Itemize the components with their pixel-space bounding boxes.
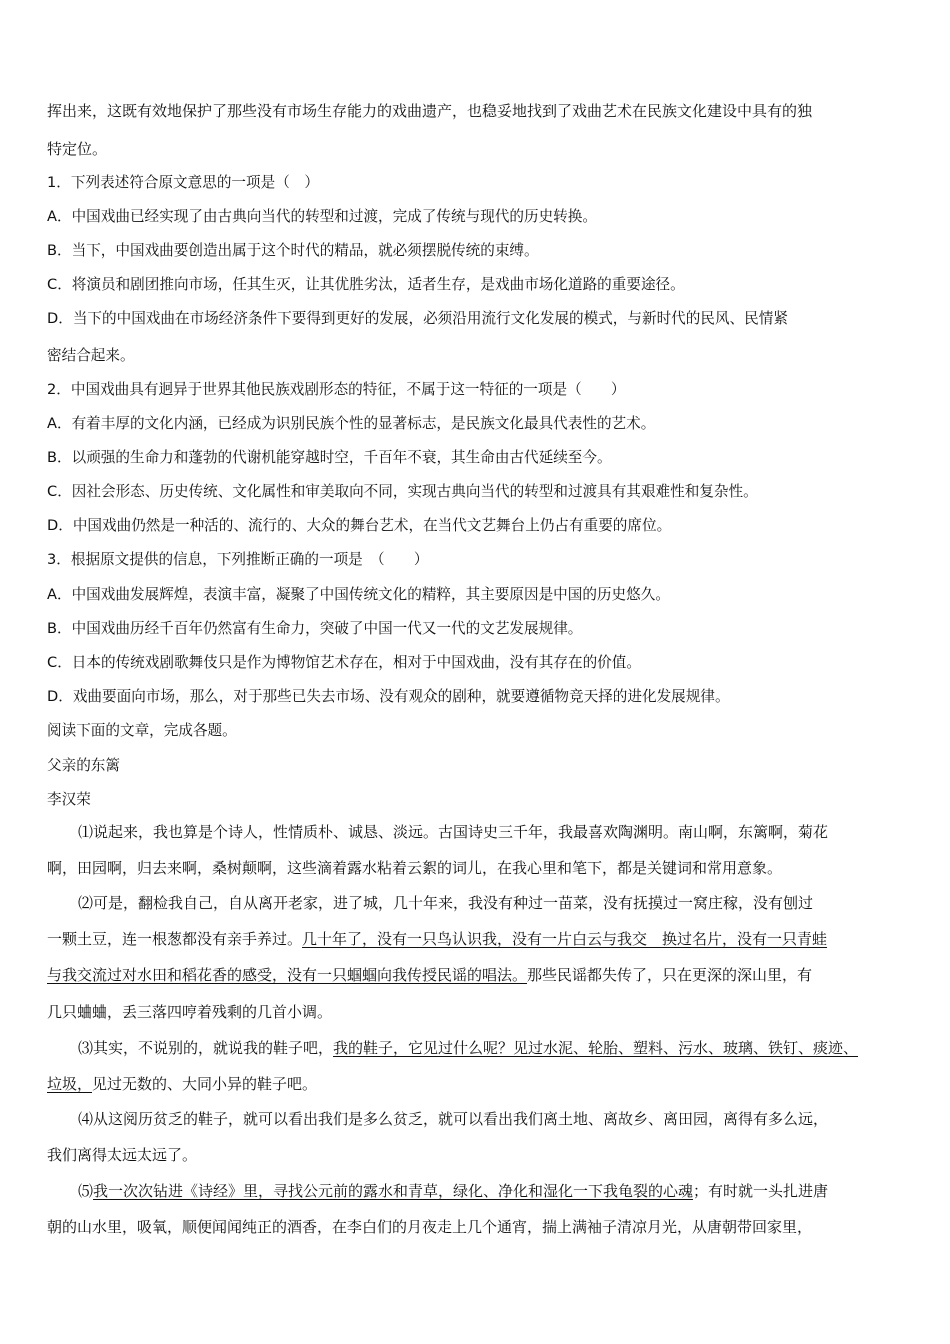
paragraph-2-text: 一颗土豆，连一根葱都没有亲手养过。: [47, 930, 303, 948]
paragraph-3-text: 见过无数的、大同小异的鞋子吧。: [92, 1075, 318, 1093]
paragraph-4-line-1: ⑷从这阅历贫乏的鞋子，就可以看出我们是多么贫乏，就可以看出我们离土地、离故乡、离田园，离得有多么远，: [78, 1110, 829, 1128]
question-1-option-a: A．中国戏曲已经实现了由古典向当代的转型和过渡，完成了传统与现代的历史转换。: [47, 208, 597, 225]
underlined-passage: 我一次次钻进《诗经》里，寻找公元前的露水和青草，绿化、净化和湿化一下我龟裂的心魂: [93, 1182, 694, 1200]
paragraph-2-line-3: [47, 965, 907, 985]
question-3-option-b: B．中国戏曲历经千百年仍然富有生命力，突破了中国一代又一代的文艺发展规律。: [47, 620, 583, 637]
question-1-stem: 1．下列表述符合原文意思的一项是（ ）: [47, 174, 319, 191]
question-2-option-c: C．因社会形态、历史传统、文化属性和审美取向不同，实现古典向当代的转型和过渡具有其艰难性和复杂性。: [47, 483, 758, 500]
essay-author: 李汉荣: [47, 791, 91, 808]
question-1-option-b: B．当下，中国戏曲要创造出属于这个时代的精品，就必须摆脱传统的束缚。: [47, 242, 539, 259]
underlined-passage: 垃圾，: [47, 1075, 93, 1093]
question-3-option-d: D．戏曲要面向市场，那么，对于那些已失去市场、没有观众的剧种，就要遵循物竞天择的进化发展规律。: [47, 688, 730, 705]
underlined-passage: 几十年了，没有一只鸟认识我，没有一片白云与我交 换过名片，没有一只青蛙: [302, 930, 828, 948]
underlined-passage: 我的鞋子，它见过什么呢？见过水泥、轮胎、塑料、污水、玻璃、铁钉、痰迹、: [333, 1039, 859, 1057]
essay-title: 父亲的东篱: [47, 757, 120, 774]
question-1-option-d: D．当下的中国戏曲在市场经济条件下要得到更好的发展，必须沿用流行文化发展的模式，与新时代的民风、民情紧: [47, 310, 788, 327]
intro-line-1: 挥出来，这既有效地保护了那些没有市场生存能力的戏曲遗产，也稳妥地找到了戏曲艺术在民族文化建设中具有的独: [47, 102, 813, 120]
paragraph-2-line-2: [47, 929, 907, 949]
paragraph-5-number: ⑸: [78, 1182, 94, 1200]
question-2-stem: 2．中国戏曲具有迥异于世界其他民族戏剧形态的特征，不属于这一特征的一项是（ ）: [47, 381, 626, 398]
paragraph-3-line-1: [78, 1038, 908, 1058]
reading-instruction: 阅读下面的文章，完成各题。: [47, 722, 237, 739]
question-3-stem: 3．根据原文提供的信息，下列推断正确的一项是 （ ）: [47, 551, 429, 568]
underlined-passage: 与我交流过对水田和稻花香的感受，没有一只蝈蝈向我传授民谣的唱法。: [47, 966, 528, 984]
paragraph-5-line-2: 朝的山水里，吸氧，顺便闻闻纯正的酒香，在李白们的月夜走上几个通宵，揣上满袖子清凉月光，从唐朝带回家里，: [47, 1218, 813, 1236]
paragraph-1-line-1: ⑴说起来，我也算是个诗人，性情质朴、诚恳、淡远。古国诗史三千年，我最喜欢陶渊明。南山啊，东篱啊，菊花: [78, 823, 829, 841]
question-1-option-d-cont: 密结合起来。: [47, 347, 135, 364]
question-2-option-d: D．中国戏曲仍然是一种活的、流行的、大众的舞台艺术，在当代文艺舞台上仍占有重要的席位。: [47, 517, 672, 534]
question-1-option-c: C．将演员和剧团推向市场，任其生灭，让其优胜劣汰，适者生存，是戏曲市场化道路的重要途径。: [47, 276, 685, 293]
paragraph-2-line-4: 几只蛐蛐，丢三落四哼着残剩的几首小调。: [47, 1003, 333, 1021]
question-2-option-a: A．有着丰厚的文化内涵，已经成为识别民族个性的显著标志，是民族文化最具代表性的艺术。: [47, 415, 656, 432]
question-3-option-c: C．日本的传统戏剧歌舞伎只是作为博物馆艺术存在，相对于中国戏曲，没有其存在的价值。: [47, 654, 641, 671]
paragraph-3-text: ⑶其实，不说别的，就说我的鞋子吧，: [78, 1039, 334, 1057]
paragraph-5-line-1: [78, 1181, 908, 1201]
intro-line-2: 特定位。: [47, 140, 108, 158]
paragraph-5-text: ；有时就一头扎进唐: [693, 1182, 829, 1200]
paragraph-3-line-2: [47, 1074, 907, 1094]
question-3-option-a: A．中国戏曲发展辉煌，表演丰富，凝聚了中国传统文化的精粹，其主要原因是中国的历史悠久。: [47, 586, 670, 603]
question-2-option-b: B．以顽强的生命力和蓬勃的代谢机能穿越时空，千百年不衰，其生命由古代延续至今。: [47, 449, 612, 466]
paragraph-2-line-1: ⑵可是，翻检我自己，自从离开老家，进了城，几十年来，我没有种过一苗菜，没有抚摸过一窝庄稼，没有刨过: [78, 894, 814, 912]
paragraph-1-line-2: 啊，田园啊，归去来啊，桑树颠啊，这些滴着露水粘着云絮的词儿，在我心里和笔下，都是关键词和常用意象。: [47, 859, 783, 877]
paragraph-2-text: 那些民谣都失传了，只在更深的深山里，有: [527, 966, 813, 984]
paragraph-4-line-2: 我们离得太远太远了。: [47, 1146, 198, 1164]
